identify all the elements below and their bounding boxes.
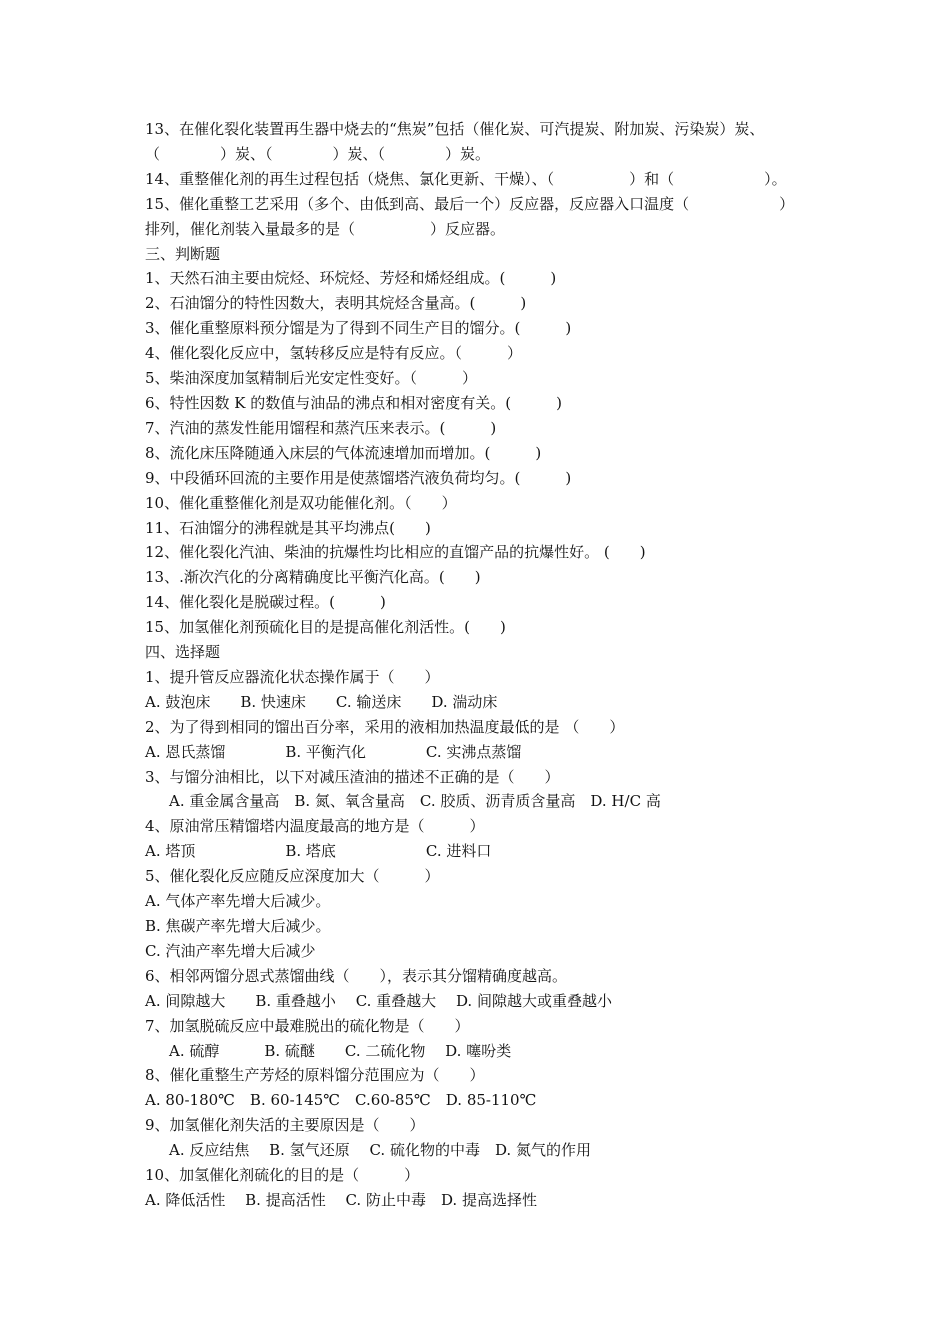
choice-line: 5、催化裂化反应随反应深度加大（ ）: [145, 867, 440, 886]
question-line: 13、在催化裂化装置再生器中烧去的“焦炭”包括（催化炭、可汽提炭、附加炭、污染炭）炭、: [145, 120, 765, 138]
judgement-item: 2、石油馏分的特性因数大，表明其烷烃含量高。( ): [145, 294, 527, 313]
choice-line: 9、加氢催化剂失活的主要原因是（ ）: [145, 1116, 425, 1135]
choice-line: A. 塔顶 B. 塔底 C. 进料口: [145, 842, 492, 861]
choice-line: B. 焦碳产率先增大后减少。: [145, 917, 331, 935]
fill-in-questions: [145, 117, 825, 242]
judgement-item: 11、石油馏分的沸程就是其平均沸点( ): [145, 518, 431, 537]
judgement-item: 3、催化重整原料预分馏是为了得到不同生产目的馏分。( ): [145, 319, 572, 338]
judgement-item: 10、催化重整催化剂是双功能催化剂。（ ）: [145, 493, 457, 512]
choice-line: 10、加氢催化剂硫化的目的是（ ）: [145, 1166, 420, 1185]
question-line: 15、催化重整工艺采用（多个、由低到高、最后一个）反应器，反应器入口温度（ ）: [145, 194, 795, 213]
judgement-item: 14、催化裂化是脱碳过程。( ): [145, 593, 386, 612]
choice-line: 7、加氢脱硫反应中最难脱出的硫化物是（ ）: [145, 1016, 470, 1035]
judgement-item: 1、天然石油主要由烷烃、环烷烃、芳烃和烯烃组成。( ): [145, 269, 557, 288]
judgement-item: 4、催化裂化反应中，氢转移反应是特有反应。（ ）: [145, 344, 523, 363]
judgement-item: 9、中段循环回流的主要作用是使蒸馏塔汽液负荷均匀。( ): [145, 468, 572, 487]
choice-line: A. 降低活性 B. 提高活性 C. 防止中毒 D. 提高选择性: [145, 1190, 537, 1209]
judgement-questions: [145, 266, 825, 640]
section-heading-choice: 四、选择题: [145, 643, 221, 662]
choice-line: 4、原油常压精馏塔内温度最高的地方是（ ）: [145, 817, 485, 836]
choice-questions: [145, 665, 825, 1213]
choice-line: 3、与馏分油相比，以下对减压渣油的描述不正确的是（ ）: [145, 767, 560, 786]
question-line: （ ）炭、（ ）炭、（ ）炭。: [145, 144, 491, 163]
choice-line: A. 恩氏蒸馏 B. 平衡汽化 C. 实沸点蒸馏: [145, 742, 522, 761]
choice-line: A. 硫醇 B. 硫醚 C. 二硫化物 D. 噻吩类: [169, 1041, 512, 1060]
choice-line: 6、相邻两馏分恩式蒸馏曲线（ ），表示其分馏精确度越高。: [145, 966, 568, 985]
choice-line: 1、提升管反应器流化状态操作属于（ ）: [145, 667, 440, 686]
judgement-item: 5、柴油深度加氢精制后光安定性变好。（ ）: [145, 369, 478, 388]
choice-line: A. 反应结焦 B. 氢气还原 C. 硫化物的中毒 D. 氮气的作用: [169, 1141, 591, 1160]
judgement-item: 6、特性因数 K 的数值与油品的沸点和相对密度有关。( ): [145, 393, 562, 412]
judgement-item: 8、流化床压降随通入床层的气体流速增加而增加。( ): [145, 443, 542, 462]
question-line: 14、重整催化剂的再生过程包括（烧焦、氯化更新、干燥）、（ ）和（ ）。: [145, 169, 787, 188]
judgement-item: 7、汽油的蒸发性能用馏程和蒸汽压来表示。( ): [145, 418, 497, 437]
choice-line: A. 鼓泡床 B. 快速床 C. 输送床 D. 湍动床: [145, 692, 498, 711]
section-heading-judgement: 三、判断题: [145, 244, 221, 263]
choice-line: A. 重金属含量高 B. 氮、氧含量高 C. 胶质、沥青质含量高 D. H/C 高: [169, 792, 661, 811]
choice-line: A. 气体产率先增大后减少。: [145, 892, 331, 911]
choice-line: C. 汽油产率先增大后减少: [145, 941, 316, 960]
judgement-item: 12、催化裂化汽油、柴油的抗爆性均比相应的直馏产品的抗爆性好。 ( ): [145, 543, 646, 562]
document-page: [145, 117, 825, 1213]
choice-line: A. 80-180℃ B. 60-145℃ C.60-85℃ D. 85-110℃: [145, 1091, 537, 1110]
choice-line: 8、催化重整生产芳烃的原料馏分范围应为（ ）: [145, 1066, 485, 1085]
choice-line: 2、为了得到相同的馏出百分率，采用的液相加热温度最低的是 （ ）: [145, 717, 625, 736]
question-line: 排列，催化剂装入量最多的是（ ）反应器。: [145, 219, 506, 238]
judgement-item: 15、加氢催化剂预硫化目的是提高催化剂活性。( ): [145, 618, 506, 637]
choice-line: A. 间隙越大 B. 重叠越小 C. 重叠越大 D. 间隙越大或重叠越小: [145, 991, 612, 1010]
judgement-item: 13、.渐次汽化的分离精确度比平衡汽化高。( ): [145, 568, 481, 587]
